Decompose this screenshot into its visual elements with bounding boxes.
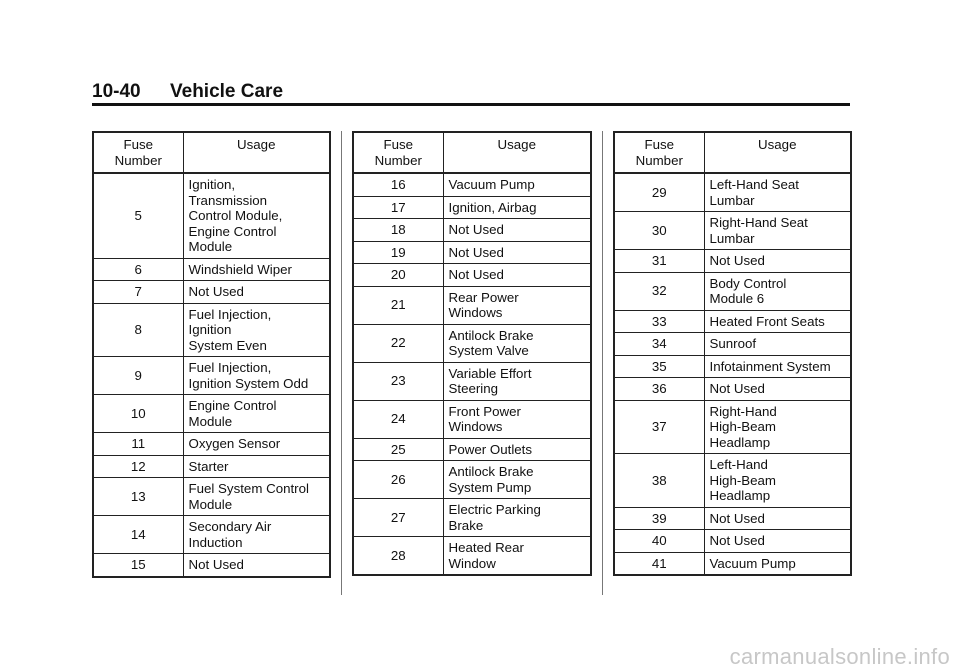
table-row (614, 250, 851, 273)
table-row (614, 530, 851, 553)
fuse-number-cell: 14 (93, 516, 183, 554)
page-header (92, 80, 850, 104)
fuse-number-cell: 8 (93, 303, 183, 357)
fuse-usage-cell: Not Used (704, 250, 851, 273)
column-header-usage: Usage (183, 132, 330, 173)
fuse-usage-cell: Windshield Wiper (183, 258, 330, 281)
fuse-usage-cell: Electric Parking Brake (443, 499, 591, 537)
table-row (614, 552, 851, 575)
fuse-usage-cell: Power Outlets (443, 438, 591, 461)
table-row (93, 357, 330, 395)
fuse-usage-cell: Fuel Injection, Ignition System Odd (183, 357, 330, 395)
fuse-number-cell: 7 (93, 281, 183, 304)
fuse-number-cell: 11 (93, 433, 183, 456)
fuse-usage-cell: Not Used (704, 530, 851, 553)
fuse-usage-cell: Rear Power Windows (443, 286, 591, 324)
fuse-usage-cell: Left-Hand High-Beam Headlamp (704, 454, 851, 508)
fuse-number-cell: 20 (353, 264, 443, 287)
table-row (353, 537, 591, 576)
table-row (93, 455, 330, 478)
fuse-number-cell: 28 (353, 537, 443, 576)
fuse-number-cell: 39 (614, 507, 704, 530)
fuse-number-cell: 23 (353, 362, 443, 400)
fuse-usage-cell: Body Control Module 6 (704, 272, 851, 310)
column-header-fuse-number: Fuse Number (614, 132, 704, 173)
column-header-usage: Usage (704, 132, 851, 173)
fuse-table-1 (92, 131, 331, 578)
table-row (353, 400, 591, 438)
fuse-usage-cell: Antilock Brake System Valve (443, 324, 591, 362)
fuse-usage-cell: Ignition, Airbag (443, 196, 591, 219)
fuse-number-cell: 22 (353, 324, 443, 362)
table-row (353, 196, 591, 219)
column-divider (602, 131, 603, 595)
fuse-number-cell: 32 (614, 272, 704, 310)
watermark: carmanualsonline.info (729, 644, 950, 669)
table-row (353, 499, 591, 537)
fuse-number-cell: 12 (93, 455, 183, 478)
fuse-usage-cell: Right-Hand Seat Lumbar (704, 212, 851, 250)
table-row (614, 212, 851, 250)
column-header-fuse-number: Fuse Number (353, 132, 443, 173)
table-row (93, 433, 330, 456)
fuse-number-cell: 24 (353, 400, 443, 438)
fuse-number-cell: 13 (93, 478, 183, 516)
fuse-usage-cell: Fuel System Control Module (183, 478, 330, 516)
fuse-usage-cell: Vacuum Pump (443, 173, 591, 196)
fuse-usage-cell: Ignition, Transmission Control Module, Engine Control Module (183, 173, 330, 258)
fuse-usage-cell: Variable Effort Steering (443, 362, 591, 400)
fuse-number-cell: 29 (614, 173, 704, 212)
table-row (614, 507, 851, 530)
fuse-usage-cell: Starter (183, 455, 330, 478)
table-row (93, 173, 330, 258)
table-row (614, 310, 851, 333)
table-row (353, 438, 591, 461)
table-row (93, 303, 330, 357)
fuse-number-cell: 36 (614, 378, 704, 401)
fuse-usage-cell: Secondary Air Induction (183, 516, 330, 554)
header-rule (92, 103, 850, 106)
fuse-number-cell: 6 (93, 258, 183, 281)
fuse-number-cell: 38 (614, 454, 704, 508)
column-header-usage: Usage (443, 132, 591, 173)
fuse-number-cell: 21 (353, 286, 443, 324)
fuse-usage-cell: Not Used (704, 507, 851, 530)
fuse-number-cell: 31 (614, 250, 704, 273)
table-row (93, 395, 330, 433)
table-row (614, 378, 851, 401)
fuse-usage-cell: Right-Hand High-Beam Headlamp (704, 400, 851, 454)
table-row (614, 272, 851, 310)
fuse-usage-cell: Fuel Injection, Ignition System Even (183, 303, 330, 357)
fuse-usage-cell: Not Used (443, 219, 591, 242)
fuse-usage-cell: Sunroof (704, 333, 851, 356)
table-row (614, 173, 851, 212)
fuse-number-cell: 26 (353, 461, 443, 499)
table-row (614, 333, 851, 356)
fuse-number-cell: 34 (614, 333, 704, 356)
table-row (93, 258, 330, 281)
section-title: Vehicle Care (170, 81, 284, 102)
fuse-number-cell: 16 (353, 173, 443, 196)
table-row (614, 454, 851, 508)
fuse-number-cell: 40 (614, 530, 704, 553)
fuse-number-cell: 37 (614, 400, 704, 454)
fuse-usage-cell: Heated Front Seats (704, 310, 851, 333)
fuse-usage-cell: Front Power Windows (443, 400, 591, 438)
fuse-usage-cell: Oxygen Sensor (183, 433, 330, 456)
column-header-fuse-number: Fuse Number (93, 132, 183, 173)
table-row (353, 324, 591, 362)
fuse-usage-cell: Not Used (183, 554, 330, 577)
fuse-usage-cell: Infotainment System (704, 355, 851, 378)
fuse-number-cell: 10 (93, 395, 183, 433)
table-row (93, 554, 330, 577)
table-row (353, 286, 591, 324)
fuse-number-cell: 9 (93, 357, 183, 395)
table-row (93, 281, 330, 304)
table-row (353, 241, 591, 264)
fuse-usage-cell: Not Used (443, 241, 591, 264)
fuse-number-cell: 15 (93, 554, 183, 577)
fuse-usage-cell: Antilock Brake System Pump (443, 461, 591, 499)
fuse-number-cell: 27 (353, 499, 443, 537)
fuse-usage-cell: Not Used (183, 281, 330, 304)
fuse-number-cell: 35 (614, 355, 704, 378)
fuse-number-cell: 30 (614, 212, 704, 250)
table-row (353, 173, 591, 196)
table-row (93, 516, 330, 554)
fuse-number-cell: 25 (353, 438, 443, 461)
fuse-number-cell: 18 (353, 219, 443, 242)
table-row (353, 362, 591, 400)
fuse-table-3 (613, 131, 852, 576)
table-row (93, 478, 330, 516)
fuse-number-cell: 41 (614, 552, 704, 575)
fuse-usage-cell: Left-Hand Seat Lumbar (704, 173, 851, 212)
fuse-number-cell: 33 (614, 310, 704, 333)
fuse-usage-cell: Not Used (704, 378, 851, 401)
table-row (353, 264, 591, 287)
fuse-usage-cell: Vacuum Pump (704, 552, 851, 575)
table-row (353, 461, 591, 499)
fuse-number-cell: 17 (353, 196, 443, 219)
fuse-number-cell: 19 (353, 241, 443, 264)
fuse-usage-cell: Heated Rear Window (443, 537, 591, 576)
fuse-number-cell: 5 (93, 173, 183, 258)
page-number: 10-40 (92, 81, 141, 102)
fuse-usage-cell: Engine Control Module (183, 395, 330, 433)
table-row (353, 219, 591, 242)
table-row (614, 355, 851, 378)
table-row (614, 400, 851, 454)
column-divider (341, 131, 342, 595)
fuse-table-2 (352, 131, 592, 576)
fuse-usage-cell: Not Used (443, 264, 591, 287)
